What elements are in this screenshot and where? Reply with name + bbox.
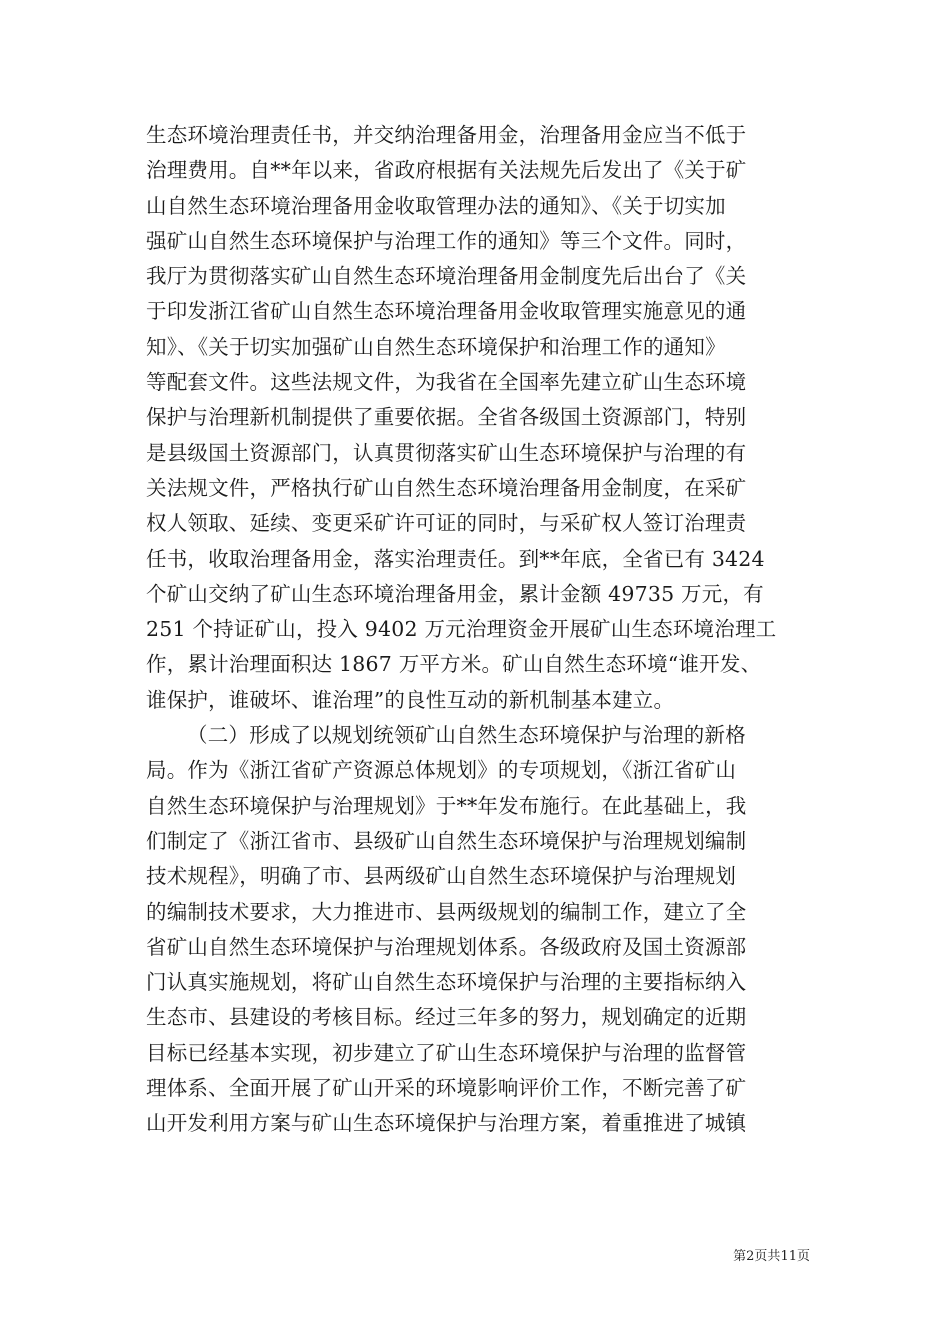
text-line: 是县级国土资源部门，认真贯彻落实矿山生态环境保护与治理的有 <box>146 440 747 465</box>
text-line: 等配套文件。这些法规文件，为我省在全国率先建立矿山生态环境 <box>146 370 747 395</box>
text-line: 治理费用。自**年以来，省政府根据有关法规先后发出了《关于矿 <box>146 158 747 183</box>
text-line: 门认真实施规划，将矿山自然生态环境保护与治理的主要指标纳入 <box>146 970 747 995</box>
text-line: 于印发浙江省矿山自然生态环境治理备用金收取管理实施意见的通 <box>146 299 747 324</box>
body-text <box>146 118 806 1142</box>
footer-prefix: 第 <box>733 1249 747 1264</box>
text-line: 作，累计治理面积达 1867 万平方米。矿山自然生态环境“谁开发、 <box>146 652 762 677</box>
footer-suffix: 页 <box>796 1249 810 1264</box>
text-line: 的编制技术要求，大力推进市、县两级规划的编制工作，建立了全 <box>146 899 747 924</box>
footer-middle: 页共 <box>754 1249 781 1264</box>
text-line: 自然生态环境保护与治理规划》于**年发布施行。在此基础上，我 <box>146 793 747 818</box>
text-line: 任书，收取治理备用金，落实治理责任。到**年底，全省已有 3424 <box>146 546 765 571</box>
text-line: 们制定了《浙江省市、县级矿山自然生态环境保护与治理规划编制 <box>146 828 747 853</box>
text-line: 谁保护，谁破坏、谁治理”的良性互动的新机制基本建立。 <box>146 687 675 712</box>
text-line: 理体系、全面开展了矿山开采的环境影响评价工作，不断完善了矿 <box>146 1076 747 1101</box>
text-line: 生态环境治理责任书，并交纳治理备用金，治理备用金应当不低于 <box>146 123 747 147</box>
text-line: 知》、《关于切实加强矿山自然生态环境保护和治理工作的通知》 <box>146 334 726 359</box>
text-line: 我厅为贯彻落实矿山自然生态环境治理备用金制度先后出台了《关 <box>146 264 747 289</box>
text-line: 保护与治理新机制提供了重要依据。全省各级国土资源部门，特别 <box>146 405 747 430</box>
page-number-footer <box>733 1249 810 1265</box>
paragraph-start-line: （二）形成了以规划统领矿山自然生态环境保护与治理的新格 <box>187 723 746 748</box>
text-line: 目标已经基本实现，初步建立了矿山生态环境保护与治理的监督管 <box>146 1040 747 1065</box>
text-line: 关法规文件，严格执行矿山自然生态环境治理备用金制度，在采矿 <box>146 475 747 500</box>
text-line: 强矿山自然生态环境保护与治理工作的通知》等三个文件。同时， <box>146 228 747 253</box>
text-line: 权人领取、延续、变更采矿许可证的同时，与采矿权人签订治理责 <box>146 511 747 536</box>
text-line: 个矿山交纳了矿山生态环境治理备用金，累计金额 49735 万元，有 <box>146 581 764 606</box>
text-line: 山开发利用方案与矿山生态环境保护与治理方案，着重推进了城镇 <box>146 1111 747 1136</box>
text-line: 局。作为《浙江省矿产资源总体规划》的专项规划，《浙江省矿山 <box>146 758 737 783</box>
text-line: 生态市、县建设的考核目标。经过三年多的努力，规划确定的近期 <box>146 1005 747 1030</box>
text-line: 251 个持证矿山，投入 9402 万元治理资金开展矿山生态环境治理工 <box>146 617 777 642</box>
text-line: 省矿山自然生态环境保护与治理规划体系。各级政府及国土资源部 <box>146 934 747 959</box>
current-page-number: 2 <box>746 1249 755 1264</box>
text-line: 山自然生态环境治理备用金收取管理办法的通知》、《关于切实加 <box>146 193 726 218</box>
text-line: 技术规程》，明确了市、县两级矿山自然生态环境保护与治理规划 <box>146 864 737 889</box>
total-pages-number: 11 <box>780 1249 797 1264</box>
